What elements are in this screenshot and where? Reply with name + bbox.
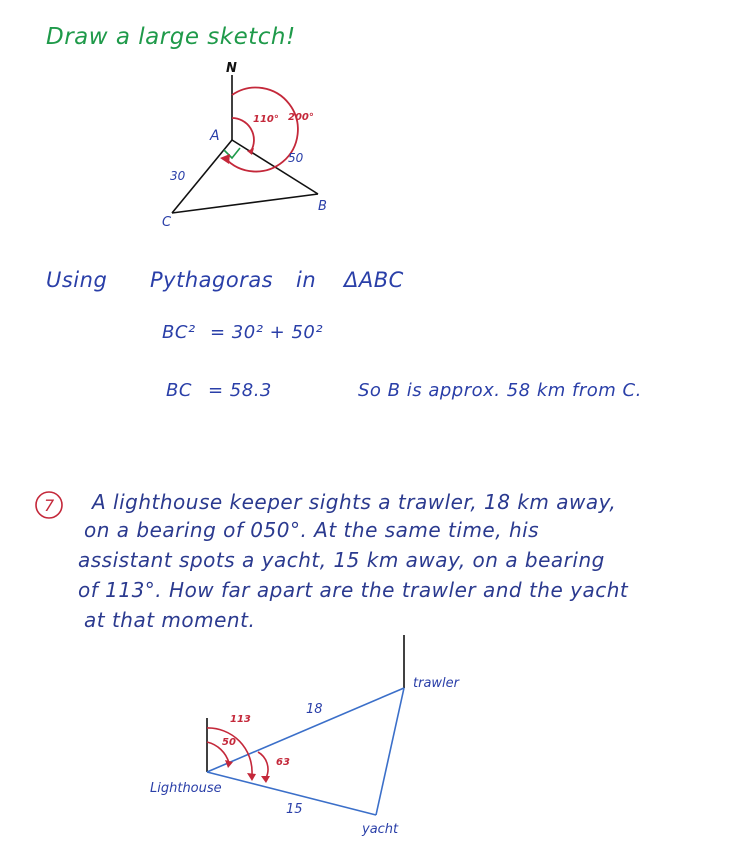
question-line-3: assistant spots a yacht, 15 km away, on a bearing	[78, 548, 605, 572]
point-b-label: B	[318, 199, 327, 214]
arrowhead-63	[261, 776, 270, 783]
point-c-label: C	[162, 215, 172, 230]
triangle-name: ΔABC	[344, 268, 404, 292]
equation-1-lhs: BC²	[162, 322, 196, 343]
angle-label-50: 50	[222, 737, 236, 748]
equation-1-rhs: = 30² + 50²	[210, 322, 324, 343]
instruction-heading: Draw a large sketch!	[46, 24, 296, 50]
lighthouse-label: Lighthouse	[150, 781, 222, 796]
line-trawler-yacht	[376, 688, 404, 815]
angle-label-63: 63	[276, 757, 290, 768]
equation-2-lhs: BC	[166, 380, 192, 401]
distance-trawler-label: 18	[306, 702, 323, 717]
angle-label-113: 113	[230, 714, 251, 725]
north-label: N	[226, 61, 237, 76]
using-word: Using	[46, 268, 108, 292]
angle-arc-113	[207, 728, 252, 774]
side-ab-label: 50	[288, 151, 304, 165]
line-lighthouse-trawler	[207, 688, 404, 772]
question-line-1: A lighthouse keeper sights a trawler, 18 km away,	[92, 490, 617, 514]
question-line-5: at that moment.	[84, 608, 256, 632]
angle-label-200: 200°	[288, 112, 314, 123]
angle-label-110: 110°	[253, 114, 279, 125]
distance-yacht-label: 15	[286, 802, 303, 817]
yacht-label: yacht	[362, 822, 399, 837]
trawler-label: trawler	[413, 676, 459, 691]
arrowhead-113	[247, 773, 256, 781]
question-number: 7	[44, 496, 55, 515]
question-line-4: of 113°. How far apart are the trawler and the yacht	[78, 578, 629, 602]
in-word: in	[296, 268, 317, 292]
equation-2-rhs: = 58.3	[208, 380, 272, 401]
method-name: Pythagoras	[150, 268, 274, 292]
point-a-label: A	[210, 128, 220, 144]
angle-arc-63	[258, 752, 268, 778]
question-line-2: on a bearing of 050°. At the same time, his	[84, 518, 540, 542]
conclusion-text: So B is approx. 58 km from C.	[358, 380, 642, 401]
side-ac-label: 30	[170, 169, 186, 183]
